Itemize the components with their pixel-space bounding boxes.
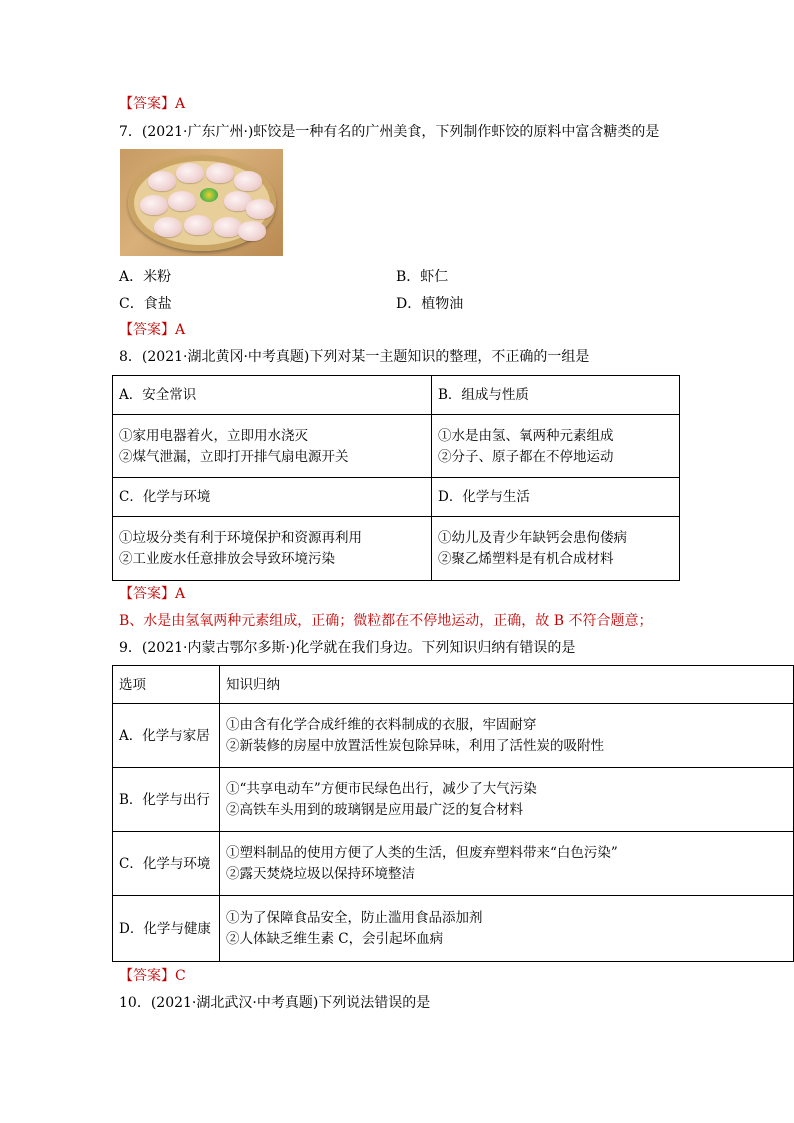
q7-option-d: D．植物油	[396, 296, 464, 312]
q9-header-option: 选项	[113, 666, 220, 704]
q8-cell-c-body: ①垃圾分类有利于环境保护和资源再利用 ②工业废水任意排放会导致环境污染	[113, 517, 432, 581]
q8-cell-c-head: C．化学与环境	[113, 478, 432, 517]
q8-cell-a-head: A．安全常识	[113, 376, 432, 415]
q8-table	[112, 375, 680, 581]
q9-row-c-option: C．化学与环境	[113, 832, 220, 896]
q7-option-b: B．虾仁	[396, 269, 449, 285]
q8-explanation: B、水是由氢氧两种元素组成，正确；微粒都在不停地运动，正确，故 B 不符合题意；	[119, 613, 653, 629]
q9-row-b-option: B．化学与出行	[113, 768, 220, 832]
q8-answer: 【答案】A	[119, 586, 186, 602]
q9-row-d-lines: ①为了保障食品安全，防止滥用食品添加剂 ②人体缺乏维生素 C，会引起坏血病	[220, 896, 794, 962]
q7-answer: 【答案】A	[119, 322, 186, 338]
q7-option-c: C．食盐	[119, 296, 172, 312]
q9-stem: 9．(2021·内蒙古鄂尔多斯·)化学就在我们身边。下列知识归纳有错误的是	[119, 640, 576, 656]
q8-cell-a-body: ①家用电器着火，立即用水浇灭 ②煤气泄漏，立即打开排气扇电源开关	[113, 415, 432, 478]
q10-stem: 10．(2021·湖北武汉·中考真题)下列说法错误的是	[119, 995, 431, 1011]
q6-answer: 【答案】A	[119, 96, 186, 112]
q9-row-a-option: A．化学与家居	[113, 704, 220, 768]
q9-row-a-lines: ①由含有化学合成纤维的衣料制成的衣服，牢固耐穿 ②新装修的房屋中放置活性炭包除异味，利用了活性炭的吸附性	[220, 704, 794, 768]
q8-cell-d-head: D．化学与生活	[432, 478, 680, 517]
q7-option-a: A．米粉	[119, 269, 172, 285]
q9-row-c-lines: ①塑料制品的使用方便了人类的生活，但废弃塑料带来“白色污染” ②露天焚烧垃圾以保持环境整洁	[220, 832, 794, 896]
q8-cell-b-body: ①水是由氢、氧两种元素组成 ②分子、原子都在不停地运动	[432, 415, 680, 478]
q8-stem: 8．(2021·湖北黄冈·中考真题)下列对某一主题知识的整理，不正确的一组是	[119, 349, 590, 365]
q7-stem: 7．(2021·广东广州·)虾饺是一种有名的广州美食，下列制作虾饺的原料中富含糖类的是	[119, 124, 660, 140]
q9-answer: 【答案】C	[119, 968, 186, 984]
q9-row-d-option: D．化学与健康	[113, 896, 220, 962]
q9-row-b-lines: ①“共享电动车”方便市民绿色出行，减少了大气污染 ②高铁车头用到的玻璃钢是应用最广泛的复合材料	[220, 768, 794, 832]
shrimp-dumpling-image	[120, 149, 283, 256]
q8-cell-b-head: B．组成与性质	[432, 376, 680, 415]
q8-cell-d-body: ①幼儿及青少年缺钙会患佝偻病 ②聚乙烯塑料是有机合成材料	[432, 517, 680, 581]
q9-header-knowledge: 知识归纳	[220, 666, 794, 704]
q9-table	[112, 665, 794, 962]
